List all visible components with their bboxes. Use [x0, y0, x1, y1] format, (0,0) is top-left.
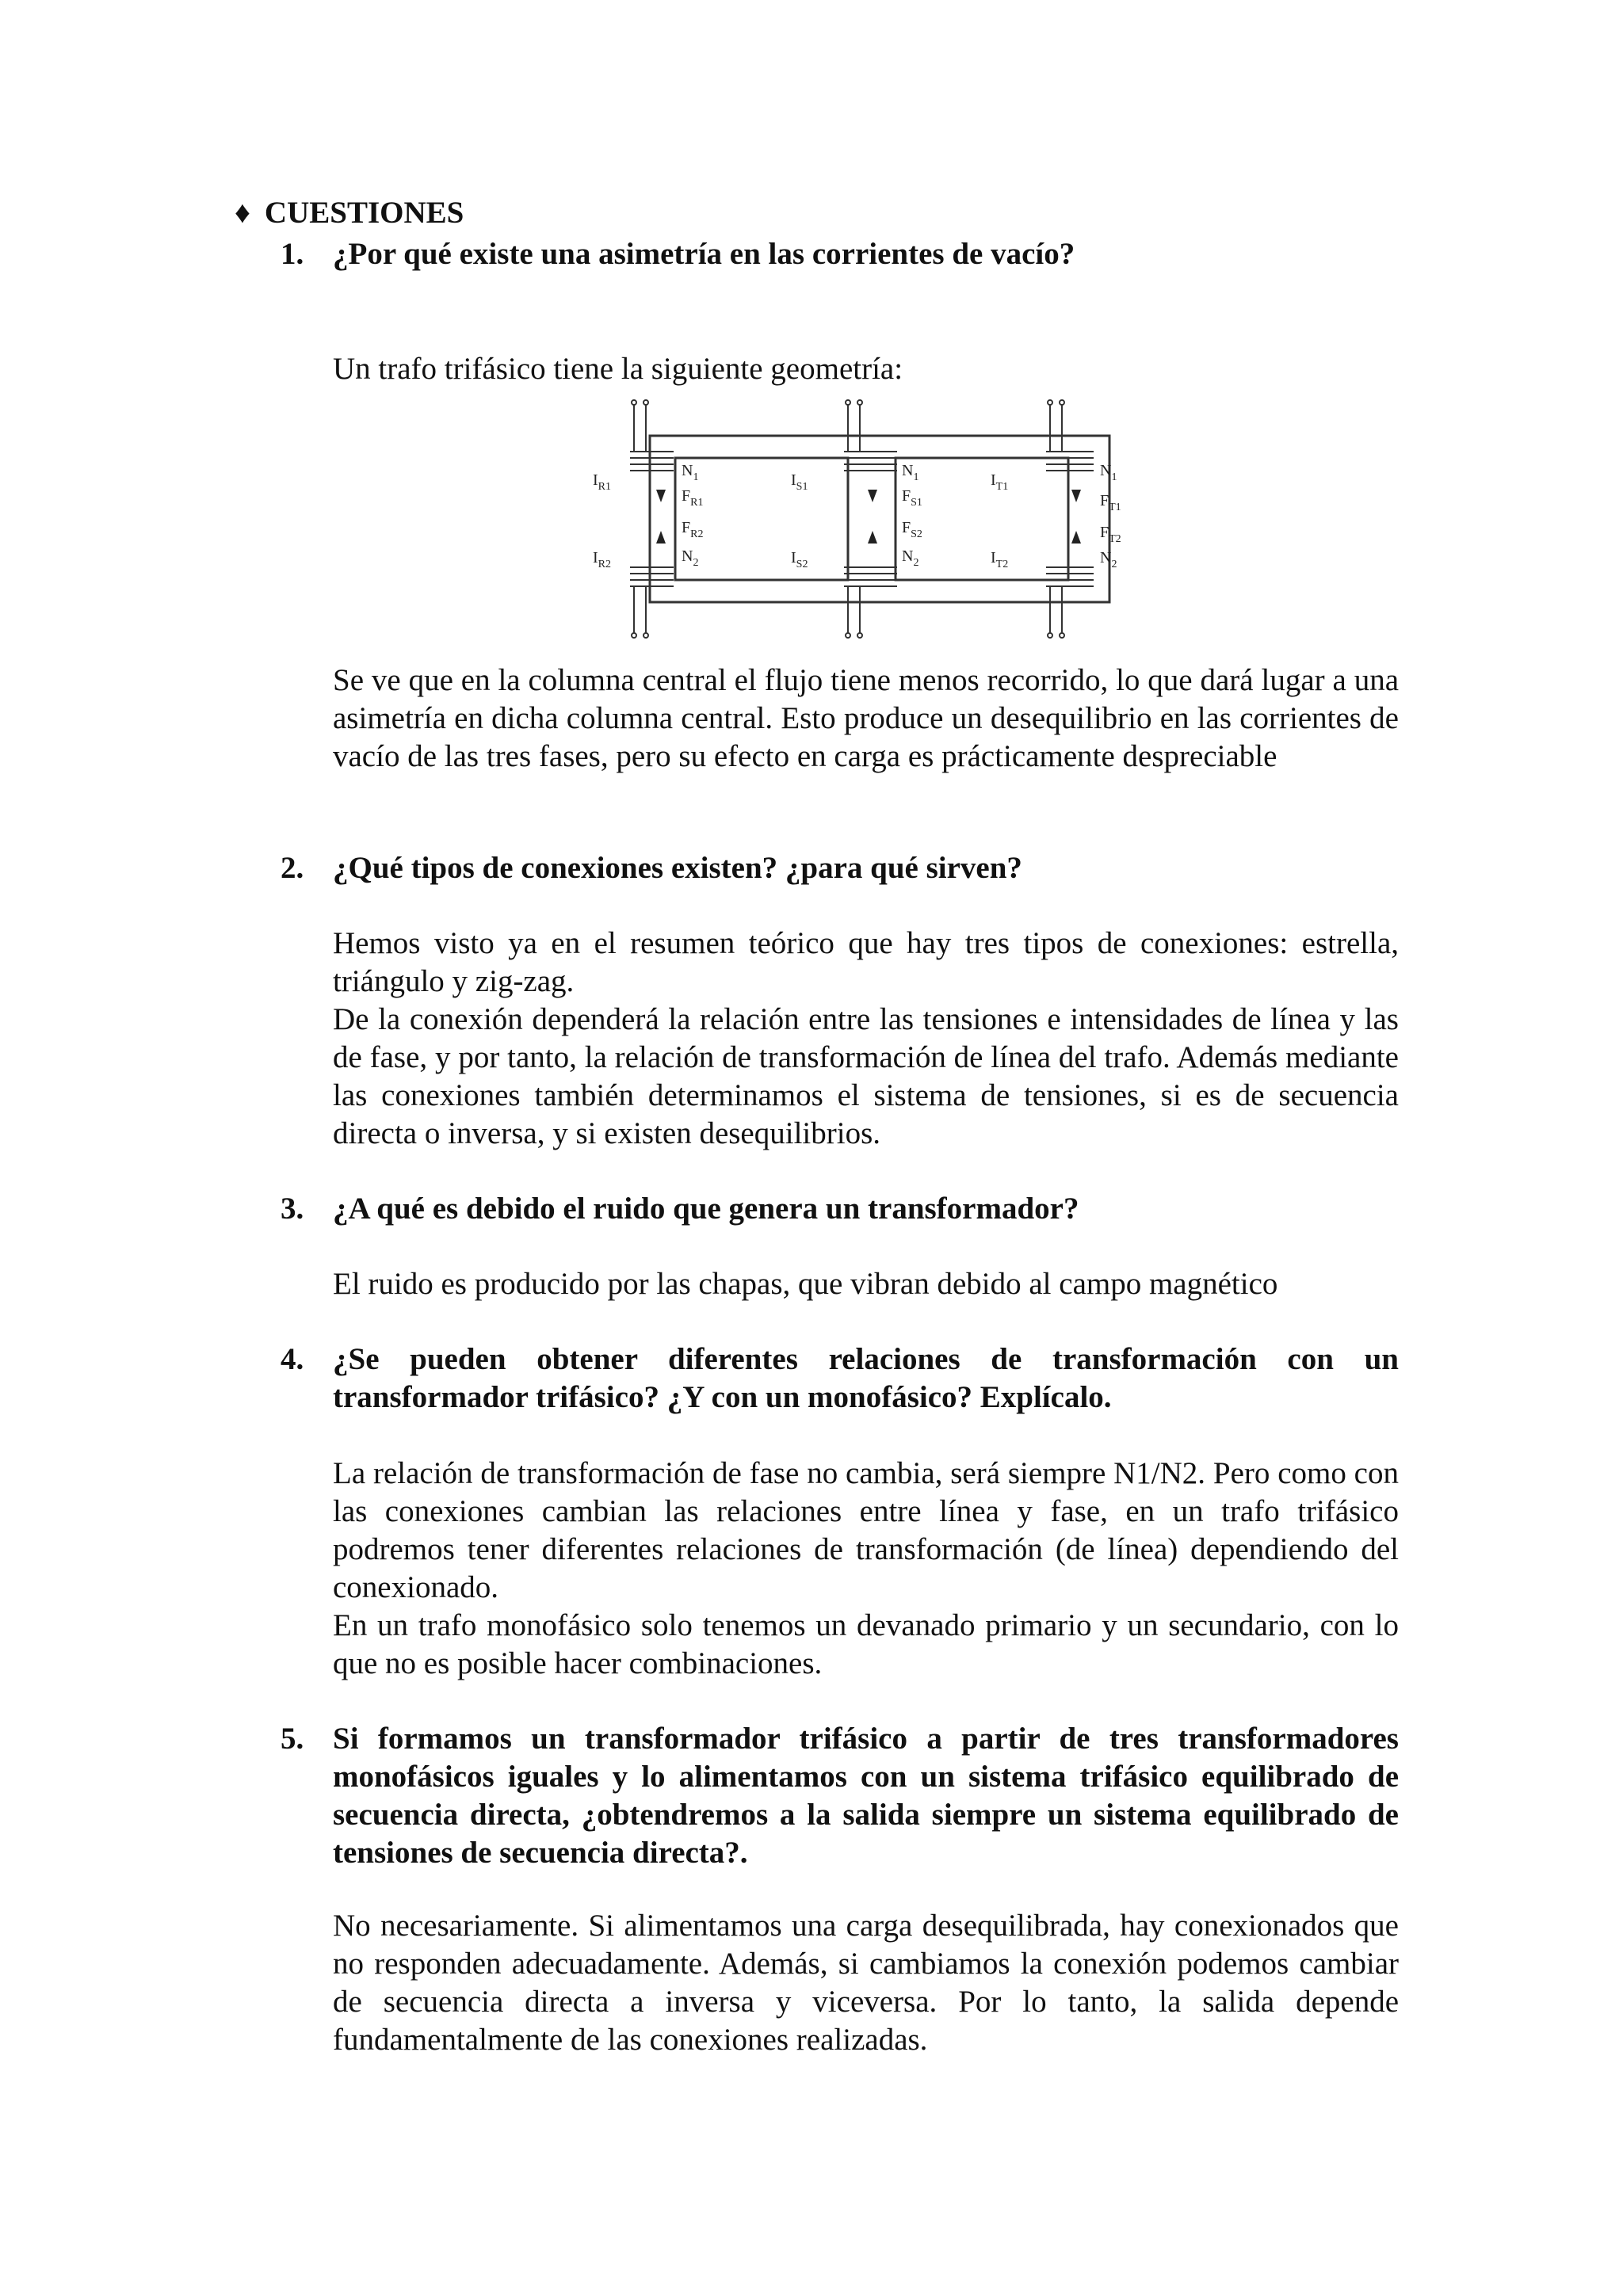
answer-paragraph: No necesariamente. Si alimentamos una carga desequilibrada, hay conexionados que no responden adecuadamente. Además, si cambiamos la conexión podemos cambiar de secuencia directa a inversa y viceversa. Por lo tanto, la salida depende fundamentalmente de las conexiones realizadas.: [333, 1909, 1399, 2057]
flux-arrow-up-icon: [868, 531, 877, 543]
flux-arrows: [656, 490, 1081, 543]
diagram-labels: [593, 462, 1121, 570]
label-n1: $N_1$: [902, 462, 919, 483]
answer-2: [333, 925, 1399, 1153]
label-f-r1: $F_{R1}$: [682, 487, 704, 509]
diamond-bullet-icon: ♦: [235, 196, 250, 230]
answer-paragraph: De la conexión dependerá la relación entre las tensiones e intensidades de línea y las de fase, y por tanto, la relación de transformación de línea del trafo. Además mediante las conexiones también determinamos el sistema de tensiones, si es de secuencia directa o inversa, y si existen desequilibrios.: [333, 1002, 1399, 1150]
question-text: Si formamos un transformador trifásico a partir de tres transformadores monofásicos iguales y lo alimentamos con un sistema trifásico equilibrado de secuencia directa, ¿obtendremos a la salida siempre un sistema equilibrado de tensiones de secuencia directa?.: [333, 1722, 1399, 1870]
answer-1: [333, 662, 1399, 776]
question-text: ¿A qué es debido el ruido que genera un transformador?: [333, 1192, 1079, 1226]
label-i-t2: $I_{T2}$: [991, 549, 1009, 570]
flux-arrow-down-icon: [1071, 490, 1081, 502]
flux-arrow-down-icon: [868, 490, 877, 502]
label-n1: $N_1$: [1100, 462, 1117, 483]
question-number: 1.: [281, 237, 304, 271]
label-i-s2: $I_{S2}$: [791, 549, 808, 570]
flux-arrow-up-icon: [1071, 531, 1081, 543]
answer-5: [333, 1907, 1399, 2059]
label-f-t1: $F_{T1}$: [1100, 492, 1121, 513]
label-n2: $N_2$: [902, 547, 919, 569]
question-text: ¿Por qué existe una asimetría en las corrientes de vacío?: [333, 237, 1075, 271]
answer-3: [333, 1265, 1399, 1303]
answer-paragraph: Se ve que en la columna central el flujo tiene menos recorrido, lo que dará lugar a una asimetría en dicha columna central. Esto produce un desequilibrio en las corrientes de vacío de las tres fases, pero su efecto en carga es prácticamente despreciable: [333, 663, 1399, 773]
answer-paragraph: Un trafo trifásico tiene la siguiente geometría:: [333, 352, 903, 386]
question-number: 4.: [281, 1342, 304, 1376]
label-f-r2: $F_{R2}$: [682, 519, 704, 540]
label-f-t2: $F_{T2}$: [1100, 524, 1121, 545]
answer-1-intro: [333, 350, 1399, 388]
label-i-r1: $I_{R1}$: [593, 471, 612, 493]
question-number: 3.: [281, 1192, 304, 1226]
label-n1: $N_1$: [682, 462, 699, 483]
label-i-t1: $I_{T1}$: [991, 471, 1009, 493]
question-number: 2.: [281, 851, 304, 885]
label-f-s1: $F_{S1}$: [902, 487, 922, 509]
label-n2: $N_2$: [682, 547, 699, 569]
transformer-core: [650, 436, 1109, 602]
flux-arrow-up-icon: [656, 531, 666, 543]
question-number: 5.: [281, 1722, 304, 1756]
label-i-r2: $I_{R2}$: [593, 549, 612, 570]
answer-paragraph: El ruido es producido por las chapas, que vibran debido al campo magnético: [333, 1267, 1278, 1301]
section-title: CUESTIONES: [264, 196, 464, 230]
answer-paragraph: Hemos visto ya en el resumen teórico que hay tres tipos de conexiones: estrella, triángulo y zig-zag.: [333, 926, 1399, 998]
three-phase-transformer-diagram: [586, 396, 1141, 650]
label-n2: $N_2$: [1100, 549, 1117, 570]
answer-paragraph: En un trafo monofásico solo tenemos un devanado primario y un secundario, con lo que no es posible hacer combinaciones.: [333, 1608, 1399, 1680]
question-text: ¿Se pueden obtener diferentes relaciones de transformación con un transformador trifásico? ¿Y con un monofásico? Explícalo.: [333, 1342, 1399, 1414]
question-text: ¿Qué tipos de conexiones existen? ¿para qué sirven?: [333, 851, 1022, 885]
answer-paragraph: La relación de transformación de fase no cambia, será siempre N1/N2. Pero como con las conexiones cambian las relaciones entre línea y fase, en un trafo trifásico podremos tener diferentes relaciones de transformación (de línea) dependiendo del conexionado.: [333, 1456, 1399, 1604]
label-f-s2: $F_{S2}$: [902, 519, 922, 540]
flux-arrow-down-icon: [656, 490, 666, 502]
label-i-s1: $I_{S1}$: [791, 471, 808, 493]
answer-4: [333, 1455, 1399, 1683]
section-heading: [235, 195, 464, 231]
